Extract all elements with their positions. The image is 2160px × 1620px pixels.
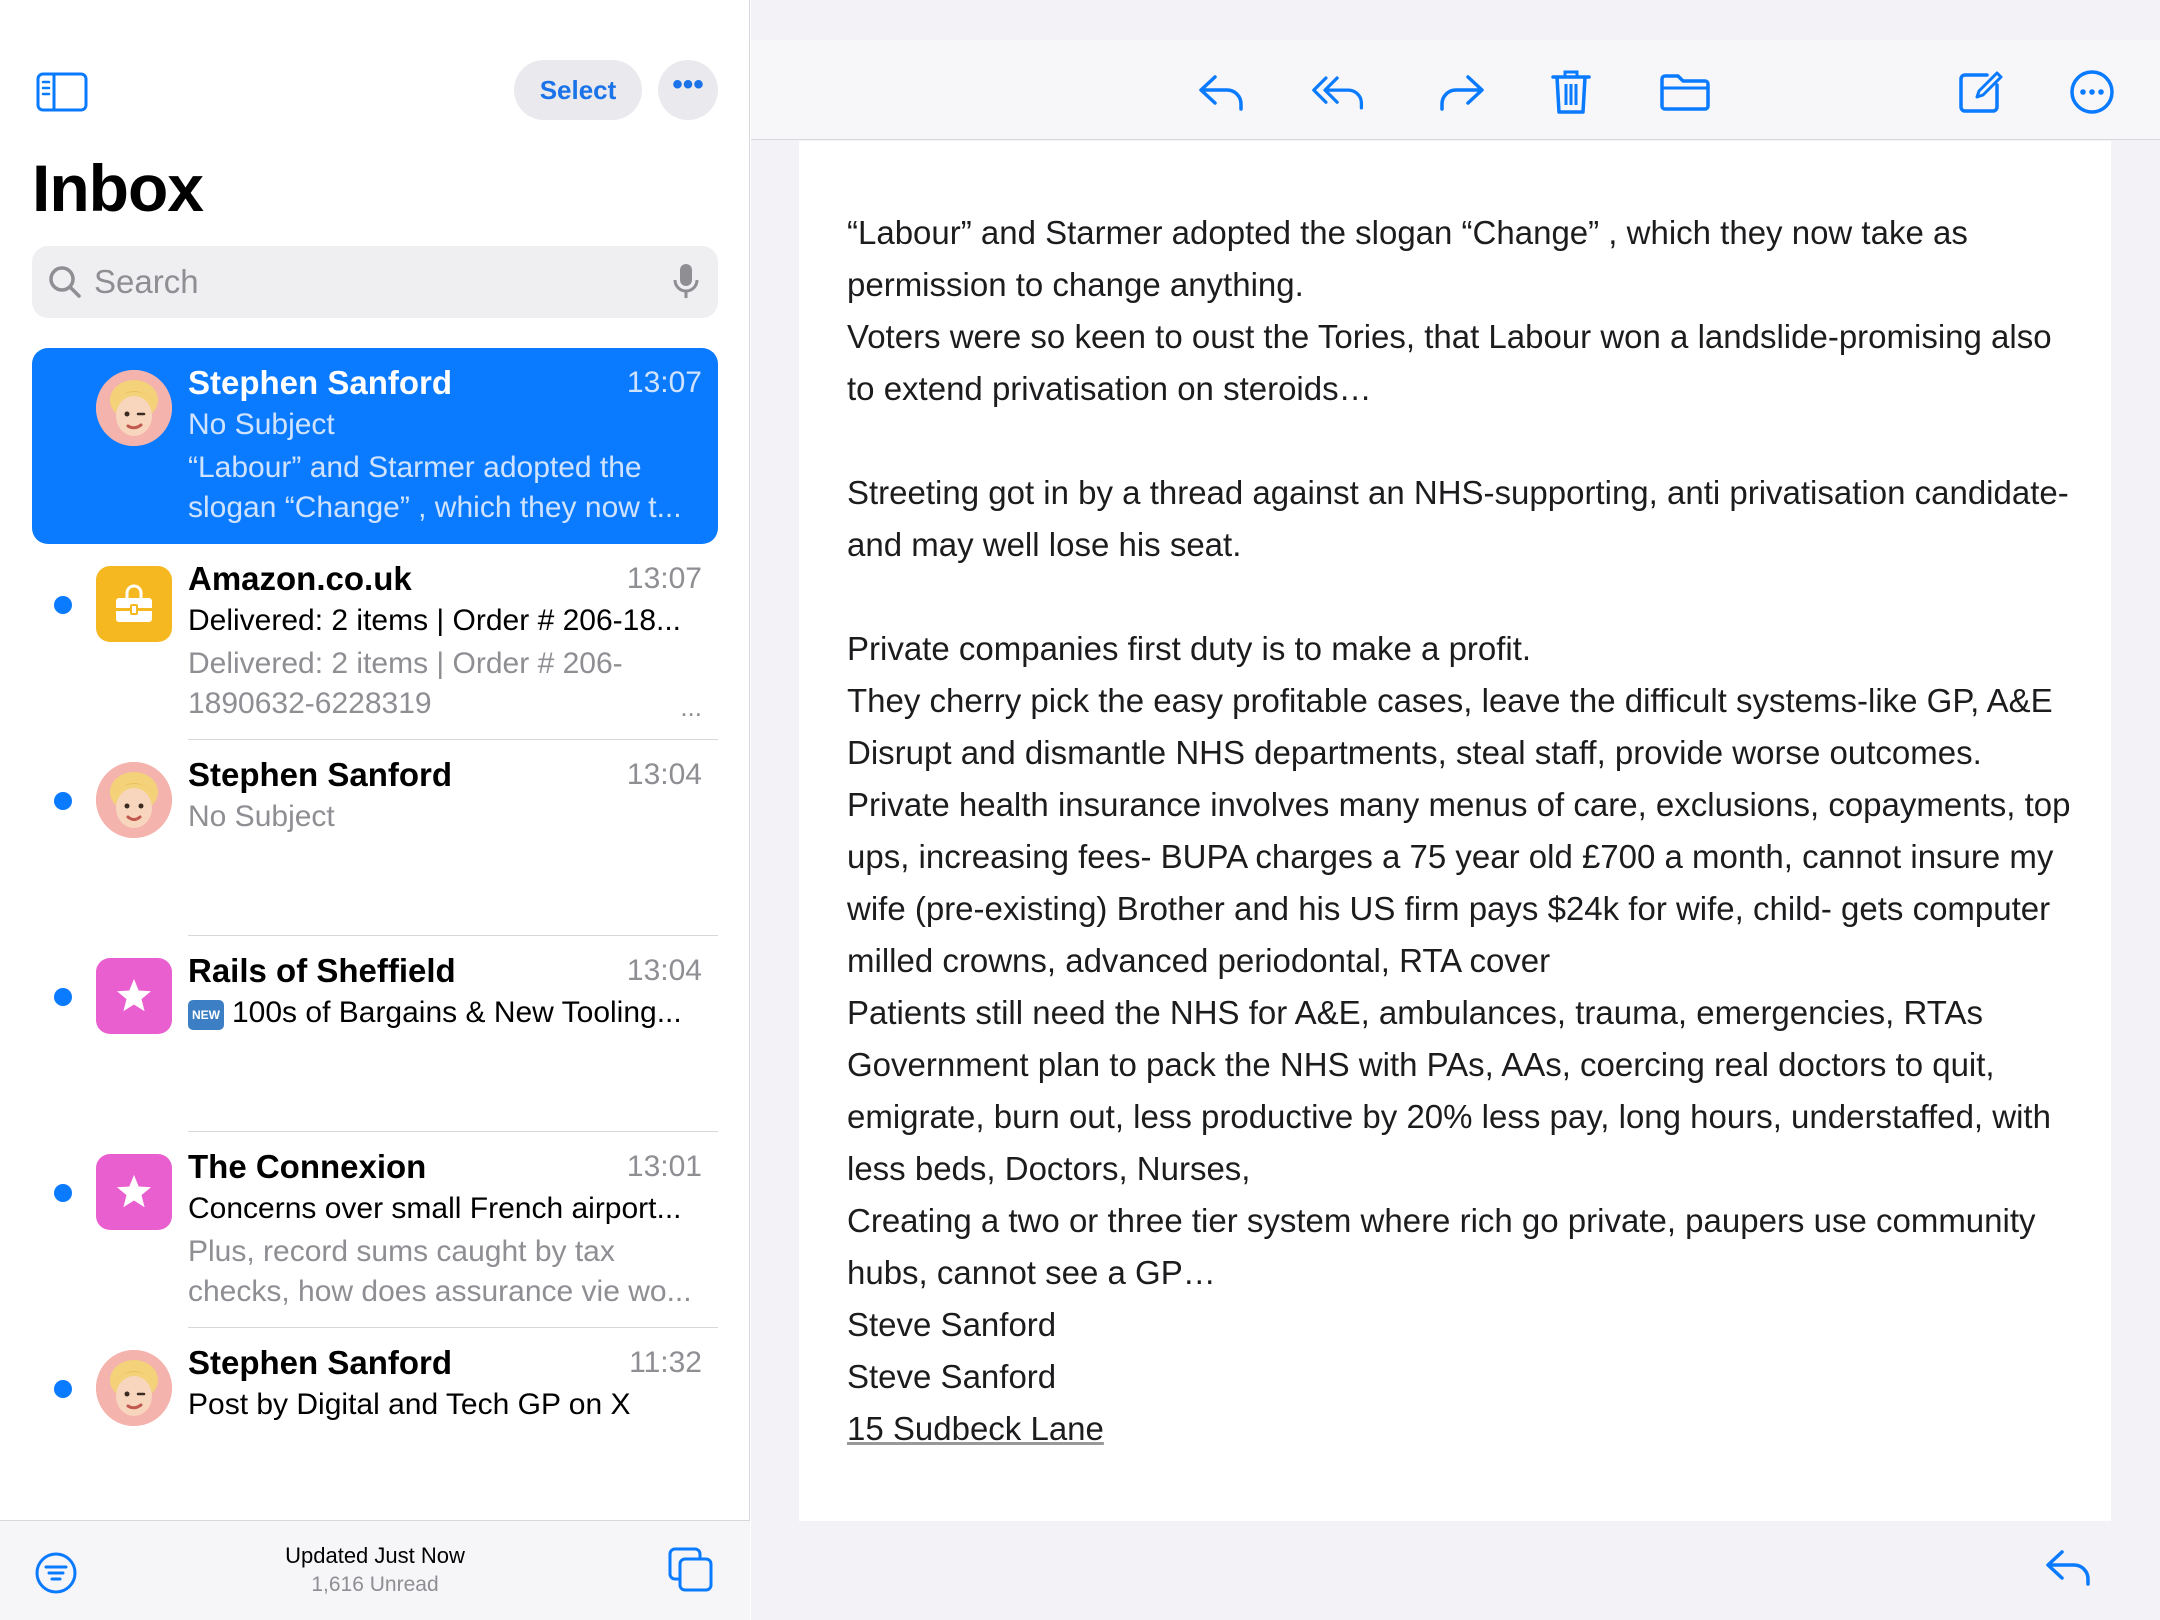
reply-icon[interactable] (1194, 64, 1250, 120)
signature-line: Steve Sanford (847, 1306, 1057, 1343)
message-subject: No Subject (188, 408, 335, 441)
message-preview: “Labour” and Starmer adopted the slogan “Change” , which they now t... (188, 451, 682, 524)
body-paragraph: They cherry pick the easy profitable cases, leave the difficult systems-like GP, A&E (847, 682, 2053, 719)
preview-ellipsis: ... (680, 692, 702, 722)
message-sender: Stephen Sanford (188, 756, 453, 793)
sidebar-toggle-icon[interactable] (36, 72, 88, 112)
message-row[interactable] (0, 1132, 750, 1328)
signature-line: Steve Sanford (847, 1358, 1057, 1395)
message-time: 13:01 (626, 1150, 702, 1183)
message-body-card (799, 141, 2111, 1521)
address-link[interactable]: 15 Sudbeck Lane (847, 1410, 1104, 1447)
message-preview: Delivered: 2 items | Order # 206-1890632-6228319 (188, 647, 623, 720)
unread-dot-icon (54, 988, 72, 1006)
body-paragraph: Private companies first duty is to make a profit. (847, 630, 1532, 667)
message-time: 11:32 (629, 1346, 702, 1379)
message-list (0, 348, 750, 1524)
message-sender: Stephen Sanford (188, 1344, 453, 1381)
message-subject: Post by Digital and Tech GP on X (188, 1388, 631, 1421)
message-sender: Stephen Sanford (188, 364, 453, 401)
message-time: 13:04 (626, 758, 702, 791)
memoji-avatar (96, 762, 172, 838)
shopping-bag-icon (96, 566, 172, 642)
body-paragraph: Government plan to pack the NHS with PAs, AAs, coercing real doctors to quit, emigrate, burn out, less productive by 20% less pay, long hours, understaffed, with less beds, Doctors, Nurses, (847, 1046, 2051, 1187)
search-icon (46, 263, 84, 301)
message-body (847, 207, 2077, 1455)
trash-icon[interactable] (1543, 64, 1599, 120)
sidebar-footer (0, 1520, 750, 1620)
message-subject-line (188, 996, 698, 1030)
select-button[interactable]: Select (514, 60, 642, 120)
body-paragraph: Disrupt and dismantle NHS departments, steal staff, provide worse outcomes. (847, 734, 1982, 771)
body-paragraph: Streeting got in by a thread against an NHS-supporting, anti privatisation candidate- and may well lose his seat. (847, 474, 2069, 563)
message-toolbar (751, 40, 2160, 140)
microphone-icon[interactable] (672, 262, 700, 302)
message-row[interactable] (32, 348, 718, 544)
unread-count: 1,616 Unread (311, 1573, 439, 1596)
message-row[interactable] (0, 740, 750, 936)
unread-dot-icon (54, 596, 72, 614)
message-time: 13:04 (626, 954, 702, 987)
message-detail (751, 0, 2160, 1620)
message-subject: 100s of Bargains & New Tooling... (232, 996, 682, 1029)
message-sender: Rails of Sheffield (188, 952, 456, 989)
mailbox-sidebar (0, 0, 750, 1620)
message-subject: Concerns over small French airport... (188, 1192, 682, 1225)
body-paragraph: Patients still need the NHS for A&E, ambulances, trauma, emergencies, RTAs (847, 994, 1983, 1031)
message-subject: No Subject (188, 800, 335, 833)
message-sender: The Connexion (188, 1148, 427, 1185)
body-paragraph: Creating a two or three tier system where rich go private, paupers use community hubs, cannot see a GP… (847, 1202, 2036, 1291)
message-time: 13:07 (626, 366, 702, 399)
new-badge: NEW (188, 1000, 224, 1030)
unread-dot-icon (54, 792, 72, 810)
memoji-avatar (96, 1350, 172, 1426)
body-paragraph: “Labour” and Starmer adopted the slogan “Change” , which they now take as permission to change anything. (847, 214, 1968, 303)
stacked-windows-icon[interactable] (668, 1547, 714, 1593)
search-input[interactable] (94, 246, 654, 318)
reply-icon[interactable] (2044, 1546, 2094, 1588)
message-row[interactable] (0, 544, 750, 740)
updated-status: Updated Just Now (285, 1543, 465, 1568)
message-preview: Plus, record sums caught by tax checks, how does assurance vie wo... (188, 1235, 692, 1308)
search-bar[interactable] (32, 246, 718, 318)
memoji-avatar (96, 370, 172, 446)
reply-all-icon[interactable] (1311, 64, 1367, 120)
sidebar-toolbar (0, 60, 750, 122)
forward-icon[interactable] (1433, 64, 1489, 120)
unread-dot-icon (54, 1184, 72, 1202)
star-icon (96, 958, 172, 1034)
body-paragraph: Private health insurance involves many menus of care, exclusions, copayments, top ups, increasing fees- BUPA charges a 75 year old £700 a month, cannot insure my wife (pre-existing) Brother and his US firm pays $24k for wife, child- gets computer milled crowns, advanced periodontal, RTA cover (847, 786, 2071, 979)
more-button[interactable]: ••• (658, 60, 718, 120)
page-title: Inbox (32, 151, 203, 225)
message-subject: Delivered: 2 items | Order # 206-18... (188, 604, 682, 637)
star-icon (96, 1154, 172, 1230)
message-sender: Amazon.co.uk (188, 560, 412, 597)
unread-dot-icon (54, 1380, 72, 1398)
message-row[interactable] (0, 936, 750, 1132)
more-icon[interactable] (2064, 64, 2120, 120)
message-row[interactable] (0, 1328, 750, 1524)
body-paragraph: Voters were so keen to oust the Tories, that Labour won a landslide-promising also to extend privatisation on steroids… (847, 318, 2052, 407)
folder-icon[interactable] (1657, 64, 1713, 120)
compose-icon[interactable] (1953, 64, 2009, 120)
message-time: 13:07 (626, 562, 702, 595)
